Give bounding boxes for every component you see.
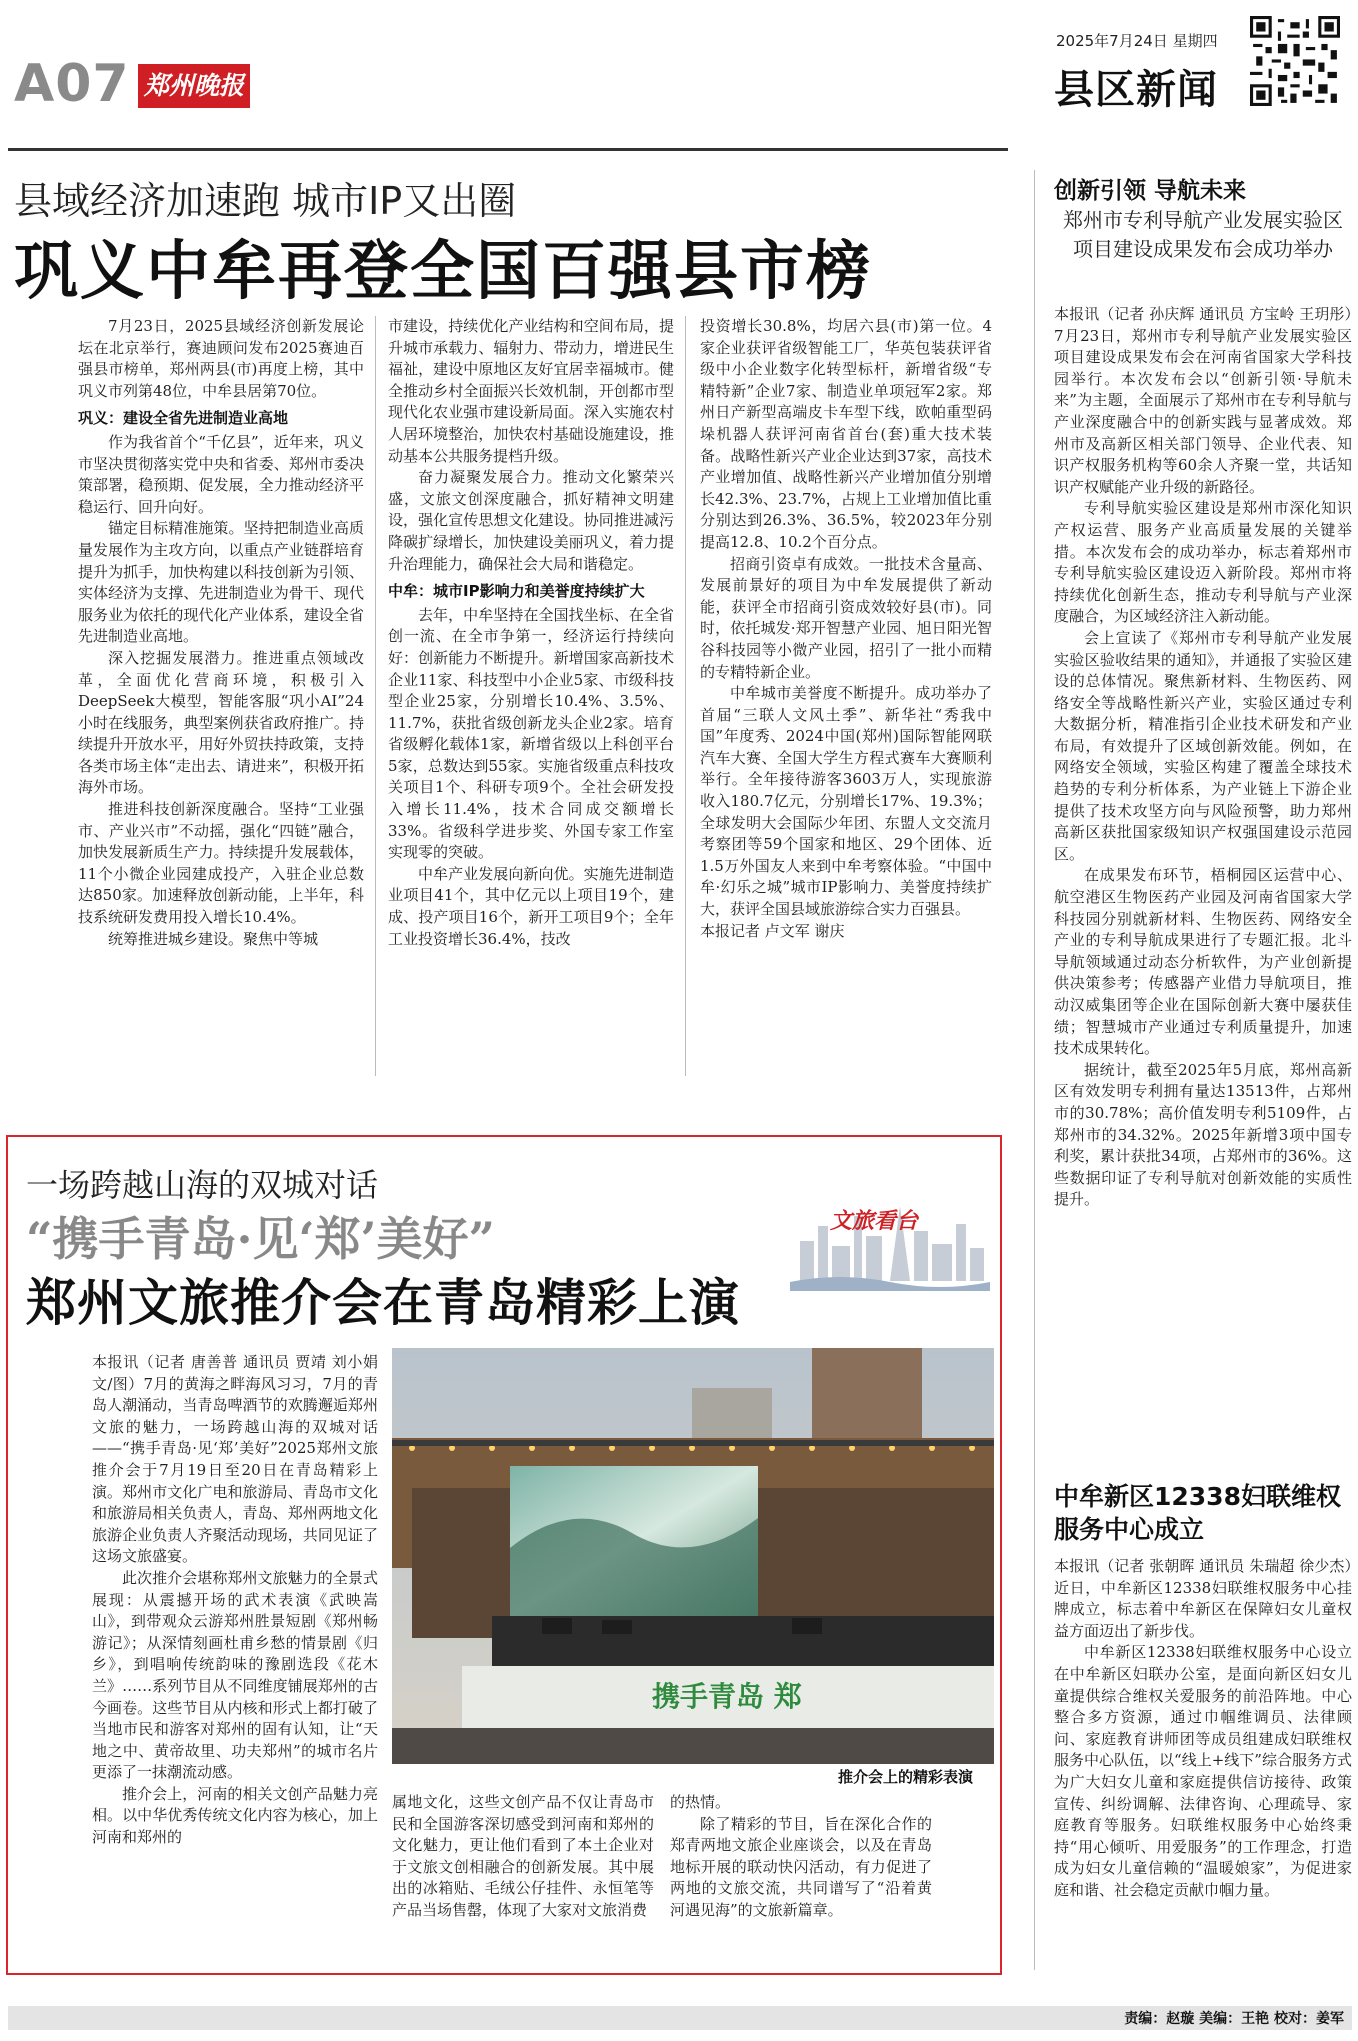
paragraph: 市建设，持续优化产业结构和空间布局，提升城市承载力、辐射力、带动力，增进民生福祉，建设中原地区友好宜居幸福城市。健全推动乡村全面振兴长效机制，开创都市型现代化农业强市建设新局面。深入实施农村人居环境整治，加快农村基础设施建设，推动基本公共服务提档升级。 [388,317,674,465]
paragraph: 中牟产业发展向新向优。实施先进制造业项目41个，其中亿元以上项目19个，建成、投产项目16个，新开工项目9个；全年工业投资增长36.4%，技改 [388,864,674,948]
story2-subhead: “携手青岛·见‘郑’美好” [26,1212,495,1266]
header-rule [8,148,1008,151]
sidebar1-title: 创新引领 导航未来 [1054,178,1247,204]
photo-caption: 推介会上的精彩表演 [838,1768,974,1786]
paragraph: 深入挖掘发展潜力。推进重点领域改革，全面优化营商环境，积极引入DeepSeek大模型，智能客服“巩小AI”24小时在线服务，典型案例获省政府推广。持续提升开放水平，用好外贸扶持政策，支持各类市场主体“走出去、请进来”，积极开拓海外市场。 [78,648,364,797]
qr-code-icon[interactable] [1250,16,1340,106]
story2-column-1 [92,1352,378,1849]
paragraph: 的热情。 [670,1793,731,1811]
sidebar2-title: 中牟新区12338妇联维权服务中心成立 [1054,1482,1341,1544]
paragraph: 本报讯（记者 孙庆辉 通讯员 方宝岭 王玥彤）7月23日，郑州市专利导航产业发展实验区项目建设成果发布会在河南省国家大学科技园举行。本次发布会以“创新引领·导航未来”为主题，全面展示了郑州市在专利导航与产业深度融合中的创新实践与显著成效。郑州市及高新区相关部门领导、企业代表、知识产权服务机构等60余人齐聚一堂，共话知识产权赋能产业升级的新路径。 [1054,305,1352,496]
issue-date: 2025年7月24日 星期四 [1056,32,1218,50]
story1-column-1 [78,316,364,950]
editor-credits: 责编：赵璇 美编：王艳 校对：姜军 [1124,2011,1344,2027]
paragraph: 专利导航实验区建设是郑州市深化知识产权运营、服务产业高质量发展的关键举措。本次发布会的成功举办，标志着郑州市专利导航实验区建设迈入新阶段。郑州市将持续优化创新生态，推动专利导航与产业深度融合，为区域经济注入新动能。 [1054,499,1352,626]
story1-kicker: 县域经济加速跑 城市IP又出圈 [14,179,517,223]
paragraph: 奋力凝聚发展合力。推动文化繁荣兴盛，文旅文创深度融合，抓好精神文明建设，强化宣传思想文化建设。协同推进减污降碳扩绿增长，加快建设美丽巩义，着力提升治理能力，确保社会大局和谐稳定。 [388,468,674,573]
paragraph: 本报记者 卢文军 谢庆 [700,921,845,940]
banner-text: 携手青岛 郑 [652,1680,802,1713]
paragraph: 招商引资卓有成效。一批技术含量高、发展前景好的项目为中牟发展提供了新动能，获评全市招商引资成效较好县(市)。同时，依托城发·郑开智慧产业园、旭日阳光智谷科技园等小微产业园，招引了一批小而精的专精特新企业。 [700,554,992,681]
paragraph: 锚定目标精准施策。坚持把制造业高质量发展作为主攻方向，以重点产业链群培育提升为抓手，加快构建以科技创新为引领、实体经济为支撑、先进制造业为骨干、现代服务业为依托的现代化产业体系，建设全省先进制造业高地。 [78,519,364,646]
paragraph: 在成果发布环节，梧桐园区运营中心、航空港区生物医药产业园及河南省国家大学科技园分别就新材料、生物医药、网络安全产业的专利导航成果进行了专题汇报。北斗导航领域通过动态分析软件，为产业创新提供决策参考；传感器产业借力导航项目，推动汉威集团等企业在国际创新大赛中屡获佳绩；智慧城市产业通过专利质量提升，加速技术成果转化。 [1054,866,1352,1058]
story2-kicker: 一场跨越山海的双城对话 [26,1166,379,1204]
section-title: 县区新闻 [1054,67,1218,113]
sidebar1-body [1054,304,1352,1211]
subheading: 中牟：城市IP影响力和美誉度持续扩大 [388,582,645,601]
story2-headline: 郑州文旅推介会在青岛精彩上演 [26,1273,740,1332]
paragraph: 属地文化，这些文创产品不仅让青岛市民和全国游客深切感受到河南和郑州的文化魅力，更让他们看到了本土企业对于文旅文创相融合的创新发展。其中展出的冰箱贴、毛绒公仔挂件、永恒笔等产品当场售罄，体现了大家对文旅消费 [392,1793,654,1919]
page-number: A07 [14,54,130,114]
sidebar-divider [1034,170,1035,1970]
story2-column-3 [670,1792,932,1922]
paragraph: 本报讯（记者 唐善普 通讯员 贾靖 刘小娟 文/图）7月的黄海之畔海风习习，7月的青岛人潮涌动，当青岛啤酒节的欢腾邂逅郑州文旅的魅力，一场跨越山海的双城对话——“携手青岛·见‘郑’美好”2025郑州文旅推介会于7月19日至20日在青岛精彩上演。郑州市文化广电和旅游局、青岛市文化和旅游局相关负责人，青岛、郑州两地文化旅游企业负责人齐聚活动现场，共同见证了这场文旅盛宴。 [92,1353,378,1566]
paragraph: 本报讯（记者 张朝晖 通讯员 朱瑞超 徐少杰）近日，中牟新区12338妇联维权服务中心挂牌成立，标志着中牟新区在保障妇女儿童权益方面迈出了新步伐。 [1054,1557,1352,1640]
paragraph: 据统计，截至2025年5月底，郑州高新区有效发明专利拥有量达13513件，占郑州市的30.78%；高价值发明专利5109件，占郑州市的34.32%。2025年新增3项中国专利奖，累计获批34项，占郑州市的36%。这些数据印证了专利导航对创新效能的实质性提升。 [1054,1060,1352,1209]
paragraph: 中牟城市美誉度不断提升。成功举办了首届“三联人文风土季”、新华社“秀我中国”年度秀、2024中国(郑州)国际智能网联汽车大赛、全国大学生方程式赛车大赛顺利举行。全年接待游客3603万人，实现旅游收入180.7亿元，分别增长17%、19.3%；全球发明大会国际少年团、东盟人文交流月考察团等59个国家和地区、29个团体、近1.5万外国友人来到中牟考察体验。“中国中牟·幻乐之城”城市IP影响力、美誉度持续扩大，获评全国县域旅游综合实力百强县。 [700,684,992,919]
paragraph: 去年，中牟坚持在全国找坐标、在全省创一流、在全市争第一，经济运行持续向好：创新能力不断提升。新增国家高新技术企业11家、科技型中小企业5家、市级科技型企业25家，分别增长10.4%、3.5%、11.7%，获批省级创新龙头企业2家。培育省级孵化载体1家，新增省级以上科创平台5家，总数达到55家。实施省级重点科技攻关项目1个、科研专项9个。全社会研发投入增长11.4%，技术合同成交额增长33%。省级科学进步奖、外国专家工作室实现零的突破。 [388,605,674,862]
skyline-icon [790,1186,990,1291]
column-divider [375,316,376,1076]
badge-text: 文旅看台 [830,1208,919,1234]
story2-column-2 [392,1792,654,1922]
paragraph: 推进科技创新深度融合。坚持“工业强市、产业兴市”不动摇，强化“四链”融合，加快发展新质生产力。持续提升发展载体，11个小微企业园建成投产，入驻企业总数达850家。加速释放创新动能，上半年，科技系统研发费用投入增长10.4%。 [78,800,364,927]
paragraph: 投资增长30.8%，均居六县(市)第一位。4家企业获评省级智能工厂，华英包装获评省级中小企业数字化转型标杆，新增省级“专精特新”企业7家、制造业单项冠军2家。郑州日产新型高端皮卡车型下线，欧帕重型码垛机器人获评河南省首台(套)重大技术装备。战略性新兴产业企业达到37家，高技术产业增加值、战略性新兴产业增加值分别增长42.3%、23.7%，占规上工业增加值比重分别达到26.3%、36.5%，较2023年分别提高12.8、10.2个百分点。 [700,317,992,551]
culture-tourism-badge [790,1186,990,1291]
story1-column-2 [388,316,674,950]
paragraph: 此次推介会堪称郑州文旅魅力的全景式展现：从震撼开场的武术表演《武映嵩山》，到带观众云游郑州胜景短剧《郑州畅游记》；从深情刻画杜甫乡愁的情景剧《归乡》，到唱响传统韵味的豫剧选段《花木兰》……系列节目从不同维度铺展郑州的古今画卷。这些节目从内核和形式上都打破了当地市民和游客对郑州的固有认知，让“天地之中、黄帝故里、功夫郑州”的城市名片更添了一抹潮流动感。 [92,1568,378,1782]
newspaper-logo: 郑州晚报 [138,64,250,108]
paragraph: 统筹推进城乡建设。聚焦中等城 [108,929,319,948]
story1-headline: 巩义中牟再登全国百强县市榜 [14,234,872,309]
paragraph: 除了精彩的节目，旨在深化合作的郑青两地文旅企业座谈会，以及在青岛地标开展的联动快闪活动，有力促进了两地的文旅交流，共同谱写了“沿着黄河遇见海”的文旅新篇章。 [670,1814,932,1919]
performance-photo [392,1348,994,1764]
paragraph: 推介会上，河南的相关文创产品魅力亮相。以中华优秀传统文化内容为核心，加上河南和郑州的 [92,1784,378,1847]
sidebar1-subtitle: 郑州市专利导航产业发展实验区项目建设成果发布会成功举办 [1063,208,1343,261]
paragraph: 7月23日，2025县域经济创新发展论坛在北京举行，赛迪顾问发布2025赛迪百强县市榜单，郑州两县(市)再度上榜，其中巩义市列第48位，中牟县居第70位。 [78,317,364,400]
paragraph: 会上宣读了《郑州市专利导航产业发展实验区验收结果的通知》，并通报了实验区建设的总体情况。聚焦新材料、生物医药、网络安全等战略性新兴产业，实验区通过专利大数据分析，精准指引企业技术研发和产业布局，有效提升了区域创新效能。例如，在网络安全领域，实验区构建了覆盖全球技术趋势的专利分析体系，为产业链上下游企业提供了技术攻坚方向与风险预警，助力郑州高新区获批国家级知识产权强国建设示范园区。 [1054,628,1352,863]
sidebar2-body [1054,1556,1352,1902]
paragraph: 作为我省首个“千亿县”，近年来，巩义市坚决贯彻落实党中央和省委、郑州市委决策部署，稳预期、促发展，全力推动经济平稳运行、回升向好。 [78,432,364,516]
story1-column-3 [700,316,992,942]
paragraph: 中牟新区12338妇联维权服务中心设立在中牟新区妇联办公室，是面向新区妇女儿童提供综合维权关爱服务的前沿阵地。中心整合多方资源，通过巾帼维调员、法律顾问、家庭教育讲师团等成员组建成妇联维权服务中心队伍，以“线上+线下”综合服务方式为广大妇女儿童和家庭提供信访接待、政策宣传、纠纷调解、法律咨询、心理疏导、家庭教育等服务。妇联维权服务中心始终秉持“用心倾听、用爱服务”的工作理念，打造成为妇女儿童信赖的“温暖娘家”，为促进家庭和谐、社会稳定贡献巾帼力量。 [1054,1643,1352,1899]
column-divider [685,316,686,1076]
subheading: 巩义：建设全省先进制造业高地 [78,409,289,428]
